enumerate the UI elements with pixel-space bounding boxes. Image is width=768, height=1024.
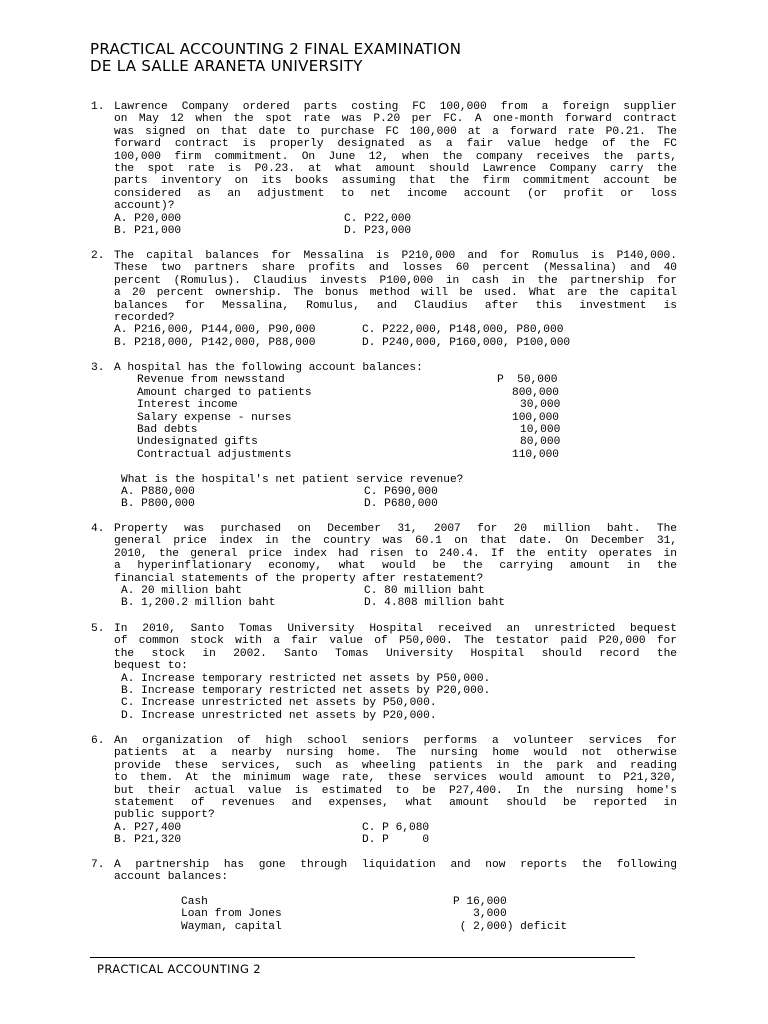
question-line: considered as an adjustment to net income account (or profit or loss bbox=[114, 187, 677, 200]
option-d: D. P680,000 bbox=[364, 498, 438, 511]
question-line: parts inventory on its books assuming that the firm commitment account be bbox=[114, 175, 677, 188]
question-text: What is the hospital's net patient service revenue? bbox=[121, 473, 464, 486]
question-line: but their actual value is estimated to be P27,400. In the nursing home's bbox=[114, 784, 677, 797]
question-line: balances for Messalina, Romulus, and Claudius after this investment is bbox=[114, 299, 677, 312]
account-label: Amount charged to patients bbox=[137, 386, 312, 399]
question-line: Property was purchased on December 31, 2007 for 20 million baht. The bbox=[114, 523, 677, 535]
question-line: Lawrence Company ordered parts costing FC 100,000 from a foreign supplier bbox=[114, 101, 677, 113]
account-amount: 80,000 bbox=[520, 436, 561, 449]
question-line: a hyperinflationary economy, what would be the carrying amount in the bbox=[114, 560, 677, 573]
account-label: Revenue from newsstand bbox=[137, 374, 285, 387]
question-line: a 20 percent ownership. The bonus method will be used. What are the capital bbox=[114, 287, 677, 300]
question-line: public support? bbox=[114, 809, 215, 822]
choice-a: A. Increase temporary restricted net assets by P50,000. bbox=[121, 672, 491, 685]
page-footer: PRACTICAL ACCOUNTING 2 bbox=[97, 962, 262, 976]
account-amount: 30,000 bbox=[520, 399, 561, 412]
account-label: Bad debts bbox=[137, 424, 198, 436]
option-b: B. 1,200.2 million baht bbox=[121, 597, 276, 610]
question-number: 5. bbox=[91, 623, 105, 635]
account-label: Cash bbox=[181, 896, 208, 908]
account-label: Loan from Jones bbox=[181, 908, 282, 921]
question-line: recorded? bbox=[114, 312, 175, 324]
account-amount: ( 2,000) deficit bbox=[453, 920, 568, 933]
option-a: A. P216,000, P144,000, P90,000 bbox=[114, 324, 316, 337]
question-number: 3. bbox=[91, 362, 105, 374]
question-line: A partnership has gone through liquidation and now reports the following bbox=[114, 859, 677, 871]
question-number: 6. bbox=[91, 735, 105, 747]
question-number: 1. bbox=[91, 101, 105, 113]
question-line: provide these services, such as wheeling patients in the park and reading bbox=[114, 759, 677, 772]
question-line: the stock in 2002. Santo Tomas University Hospital should record the bbox=[114, 647, 677, 660]
question-line: An organization of high school seniors performs a volunteer services for bbox=[114, 735, 677, 747]
option-b: B. P800,000 bbox=[121, 498, 195, 511]
account-label: Contractual adjustments bbox=[137, 448, 292, 461]
option-a: A. P27,400 bbox=[114, 821, 182, 834]
question-line: patients at a nearby nursing home. The nursing home would not otherwise bbox=[114, 747, 677, 760]
question-line: account)? bbox=[114, 200, 175, 213]
question-line: statement of revenues and expenses, what amount should be reported in bbox=[114, 797, 677, 809]
question-line: percent (Romulus). Claudius invests P100,000 in cash in the partnership for bbox=[114, 274, 677, 287]
exam-title: PRACTICAL ACCOUNTING 2 FINAL EXAMINATION bbox=[90, 40, 462, 58]
university-name: DE LA SALLE ARANETA UNIVERSITY bbox=[90, 57, 363, 75]
account-amount: 100,000 bbox=[512, 411, 559, 424]
footer-divider bbox=[90, 957, 635, 958]
account-amount: 800,000 bbox=[512, 386, 559, 399]
account-label: Wayman, capital bbox=[181, 920, 282, 933]
question-line: forward contract is properly designated as a fair value hedge of the FC bbox=[114, 138, 677, 151]
option-b: B. P218,000, P142,000, P88,000 bbox=[114, 336, 316, 349]
option-b: B. P21,320 bbox=[114, 834, 182, 847]
option-d: D. 4.808 million baht bbox=[364, 597, 505, 610]
question-line: the spot rate is P0.23. at what amount should Lawrence Company carry the bbox=[114, 163, 677, 175]
option-d: D. P 0 bbox=[362, 834, 430, 847]
choice-b: B. Increase temporary restricted net assets by P20,000. bbox=[121, 685, 491, 697]
account-label: Undesignated gifts bbox=[137, 436, 258, 449]
account-amount: 10,000 bbox=[520, 424, 561, 436]
question-line: was signed on that date to purchase FC 100,000 at a forward rate P0.21. The bbox=[114, 125, 677, 138]
account-amount: 110,000 bbox=[512, 448, 559, 461]
option-a: A. P20,000 bbox=[114, 212, 182, 225]
account-label: Interest income bbox=[137, 399, 238, 412]
option-a: A. P880,000 bbox=[121, 486, 195, 498]
option-c: C. P 6,080 bbox=[362, 821, 430, 834]
account-amount: 3,000 bbox=[453, 908, 507, 921]
account-amount: P 16,000 bbox=[453, 896, 507, 908]
question-line: account balances: bbox=[114, 871, 229, 884]
question-number: 2. bbox=[91, 250, 105, 262]
option-d: D. P23,000 bbox=[344, 225, 412, 237]
option-d: D. P240,000, P160,000, P100,000 bbox=[362, 336, 571, 349]
question-line: of common stock with a fair value of P50,000. The testator paid P20,000 for bbox=[114, 635, 677, 648]
question-intro: A hospital has the following account balances: bbox=[114, 362, 423, 374]
option-c: C. P222,000, P148,000, P80,000 bbox=[362, 324, 564, 337]
question-line: financial statements of the property after restatement? bbox=[114, 572, 484, 585]
choice-c: C. Increase unrestricted net assets by P50,000. bbox=[121, 697, 437, 710]
question-line: 2010, the general price index had risen to 240.4. If the entity operates in bbox=[114, 547, 677, 560]
question-line: These two partners share profits and losses 60 percent (Messalina) and 40 bbox=[114, 262, 677, 275]
question-line: In 2010, Santo Tomas University Hospital received an unrestricted bequest bbox=[114, 623, 677, 635]
option-c: C. P22,000 bbox=[344, 212, 412, 225]
question-line: to them. At the minimum wage rate, these services would amount to P21,320, bbox=[114, 772, 677, 785]
option-b: B. P21,000 bbox=[114, 225, 182, 237]
option-c: C. P690,000 bbox=[364, 486, 438, 498]
account-label: Salary expense - nurses bbox=[137, 411, 292, 424]
choice-d: D. Increase unrestricted net assets by P20,000. bbox=[121, 709, 437, 722]
account-amount: P 50,000 bbox=[497, 374, 558, 387]
option-c: C. 80 million baht bbox=[364, 585, 485, 597]
question-line: on May 12 when the spot rate was P.20 per FC. A one-month forward contract bbox=[114, 113, 677, 126]
question-line: 100,000 firm commitment. On June 12, when the company receives the parts, bbox=[114, 150, 677, 163]
question-line: The capital balances for Messalina is P210,000 and for Romulus is P140,000. bbox=[114, 250, 677, 262]
option-a: A. 20 million baht bbox=[121, 585, 242, 597]
question-line: bequest to: bbox=[114, 660, 188, 673]
question-number: 7. bbox=[91, 859, 105, 871]
question-number: 4. bbox=[91, 523, 105, 535]
question-line: general price index in the country was 60.1 on that date. On December 31, bbox=[114, 535, 677, 548]
